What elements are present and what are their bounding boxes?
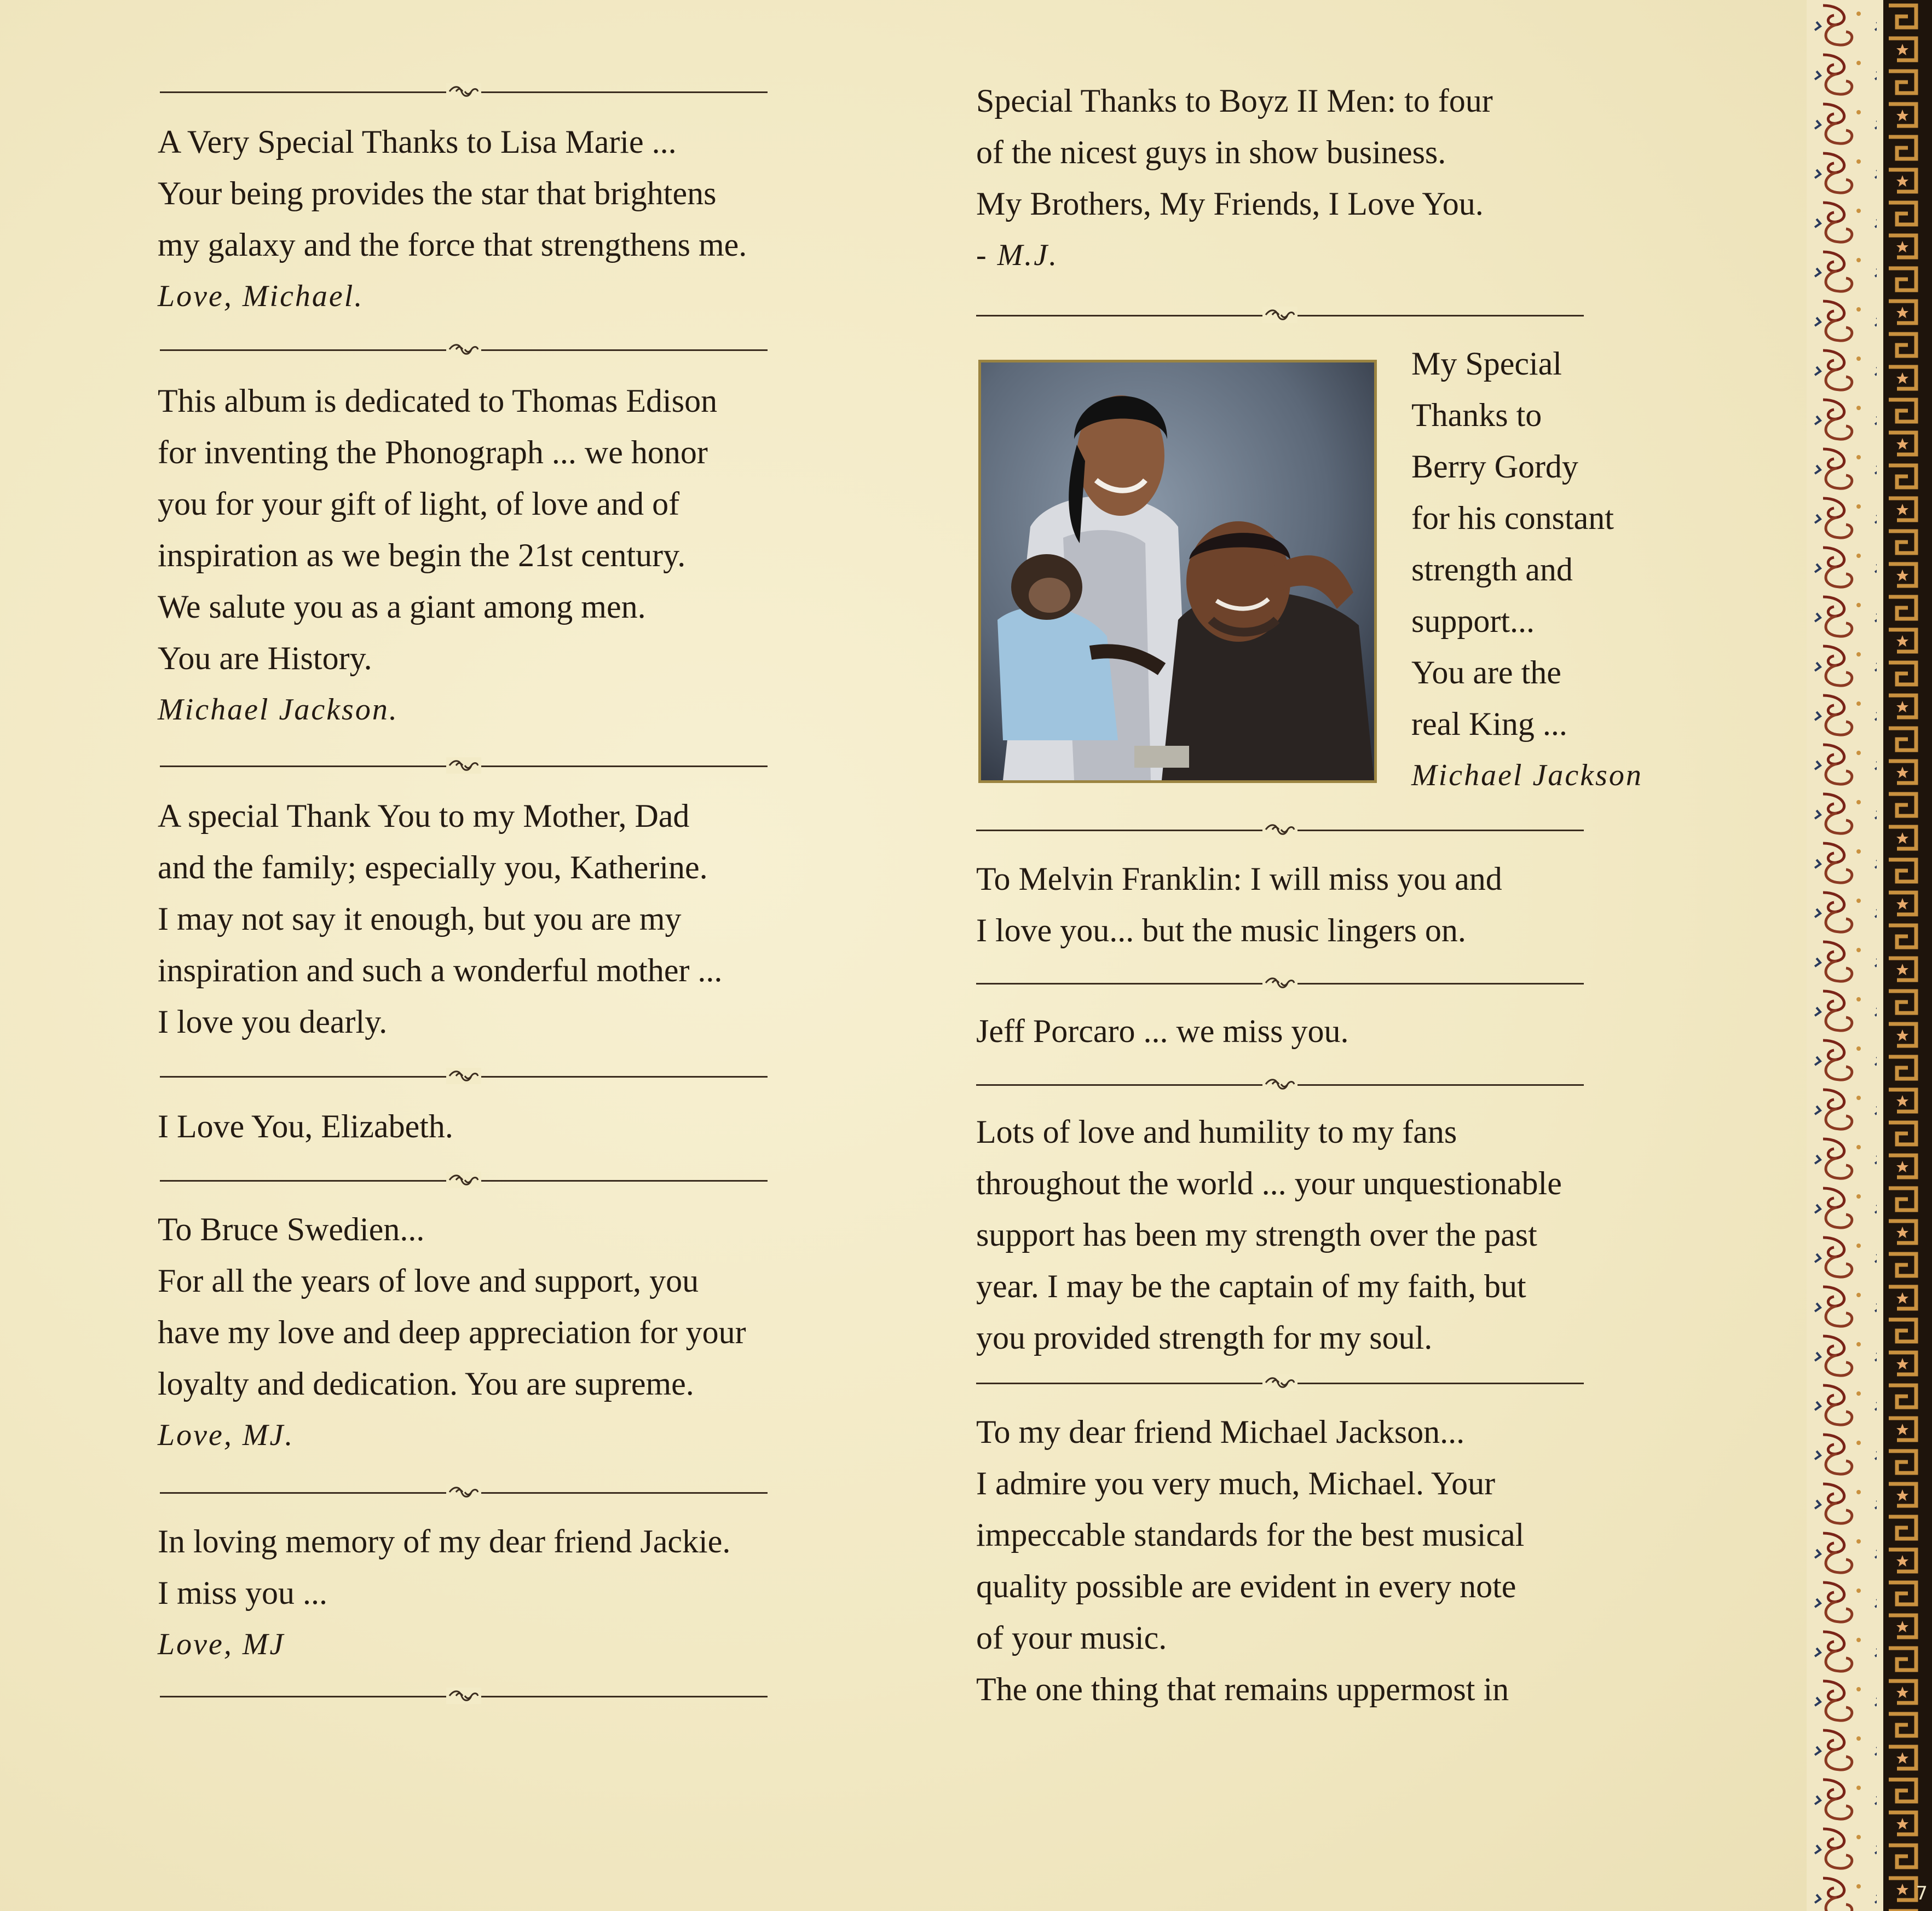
- boyz-ii-men-thanks: [976, 75, 1737, 281]
- elizabeth-dedication: [158, 1101, 913, 1152]
- text-line: I love you... but the music lingers on.: [976, 912, 1466, 948]
- dear-friend-message: [976, 1406, 1737, 1715]
- ornamental-divider: [976, 975, 1584, 991]
- jackie-memorial: [158, 1516, 913, 1670]
- text-line: strength and: [1411, 551, 1573, 588]
- berry-gordy-photo: [978, 360, 1377, 783]
- text-line: We salute you as a giant among men.: [158, 589, 646, 625]
- edison-dedication: [158, 375, 913, 735]
- text-line: This album is dedicated to Thomas Edison: [158, 383, 718, 419]
- text-line: Your being provides the star that brightens: [158, 175, 717, 211]
- text-line: of the nicest guys in show business.: [976, 134, 1446, 170]
- signature: Michael Jackson: [1411, 758, 1643, 792]
- text-line: for his constant: [1411, 500, 1614, 536]
- scroll-pattern-icon: [1807, 0, 1932, 1911]
- text-line: I may not say it enough, but you are my: [158, 901, 682, 937]
- text-line: Lots of love and humility to my fans: [976, 1114, 1457, 1150]
- text-line: Thanks to: [1411, 397, 1542, 433]
- ornamental-divider: [160, 1688, 768, 1704]
- text-line: loyalty and dedication. You are supreme.: [158, 1366, 694, 1402]
- text-line: I admire you very much, Michael. Your: [976, 1465, 1496, 1501]
- text-line: To Bruce Swedien...: [158, 1211, 425, 1247]
- bruce-swedien-dedication: [158, 1204, 913, 1461]
- text-line: support has been my strength over the past: [976, 1217, 1537, 1253]
- melvin-franklin-tribute: [976, 853, 1737, 956]
- signature: Love, MJ.: [158, 1418, 295, 1452]
- ornamental-divider: [160, 757, 768, 774]
- berry-gordy-thanks: [1411, 338, 1740, 801]
- jeff-porcaro-tribute: [976, 1005, 1737, 1057]
- lisa-marie-dedication: [158, 116, 913, 322]
- text-line: my galaxy and the force that strengthens me.: [158, 227, 747, 263]
- text-line: The one thing that remains uppermost in: [976, 1671, 1509, 1707]
- signature: Michael Jackson.: [158, 693, 399, 727]
- text-line: Berry Gordy: [1411, 448, 1578, 485]
- text-line: Jeff Porcaro ... we miss you.: [976, 1013, 1349, 1049]
- photo-illustration: [981, 362, 1374, 780]
- mother-dedication: [158, 790, 913, 1047]
- ornamental-divider: [976, 1374, 1584, 1391]
- ornamental-divider: [160, 83, 768, 100]
- fans-message: [976, 1106, 1737, 1363]
- text-line: To my dear friend Michael Jackson...: [976, 1414, 1465, 1450]
- text-line: real King ...: [1411, 706, 1567, 742]
- text-line: year. I may be the captain of my faith, but: [976, 1268, 1526, 1304]
- decorative-border: [1807, 0, 1932, 1911]
- text-line: you for your gift of light, of love and of: [158, 486, 680, 522]
- text-line: support...: [1411, 603, 1535, 639]
- ornamental-divider: [976, 821, 1584, 838]
- signature: Love, Michael.: [158, 279, 364, 313]
- ornamental-divider: [160, 341, 768, 358]
- text-line: A Very Special Thanks to Lisa Marie ...: [158, 124, 677, 160]
- text-line: My Brothers, My Friends, I Love You.: [976, 186, 1484, 222]
- signature: Love, MJ: [158, 1627, 285, 1661]
- text-line: You are the: [1411, 654, 1561, 690]
- signature: - M.J.: [976, 238, 1059, 272]
- ornamental-divider: [976, 307, 1584, 323]
- text-line: inspiration and such a wonderful mother ...: [158, 952, 723, 988]
- text-line: and the family; especially you, Katherine.: [158, 849, 708, 885]
- text-line: of your music.: [976, 1620, 1167, 1656]
- ornamental-divider: [976, 1076, 1584, 1092]
- text-line: Special Thanks to Boyz II Men: to four: [976, 83, 1493, 119]
- text-line: My Special: [1411, 346, 1562, 382]
- text-line: impeccable standards for the best musical: [976, 1517, 1525, 1553]
- text-line: for inventing the Phonograph ... we honor: [158, 434, 708, 470]
- text-line: you provided strength for my soul.: [976, 1320, 1433, 1356]
- text-line: throughout the world ... your unquestionable: [976, 1165, 1562, 1201]
- text-line: For all the years of love and support, you: [158, 1263, 699, 1299]
- text-line: You are History.: [158, 640, 372, 676]
- text-line: I Love You, Elizabeth.: [158, 1108, 453, 1144]
- text-line: A special Thank You to my Mother, Dad: [158, 798, 690, 834]
- text-line: In loving memory of my dear friend Jackie.: [158, 1523, 731, 1559]
- ornamental-divider: [160, 1068, 768, 1084]
- text-line: have my love and deep appreciation for your: [158, 1314, 746, 1350]
- text-line: I miss you ...: [158, 1575, 328, 1611]
- ornamental-divider: [160, 1484, 768, 1500]
- ornamental-divider: [160, 1172, 768, 1188]
- text-line: To Melvin Franklin: I will miss you and: [976, 861, 1502, 897]
- text-line: inspiration as we begin the 21st century.: [158, 537, 686, 573]
- page-number: 7: [1916, 1883, 1928, 1904]
- text-line: quality possible are evident in every note: [976, 1568, 1516, 1604]
- text-line: I love you dearly.: [158, 1004, 388, 1040]
